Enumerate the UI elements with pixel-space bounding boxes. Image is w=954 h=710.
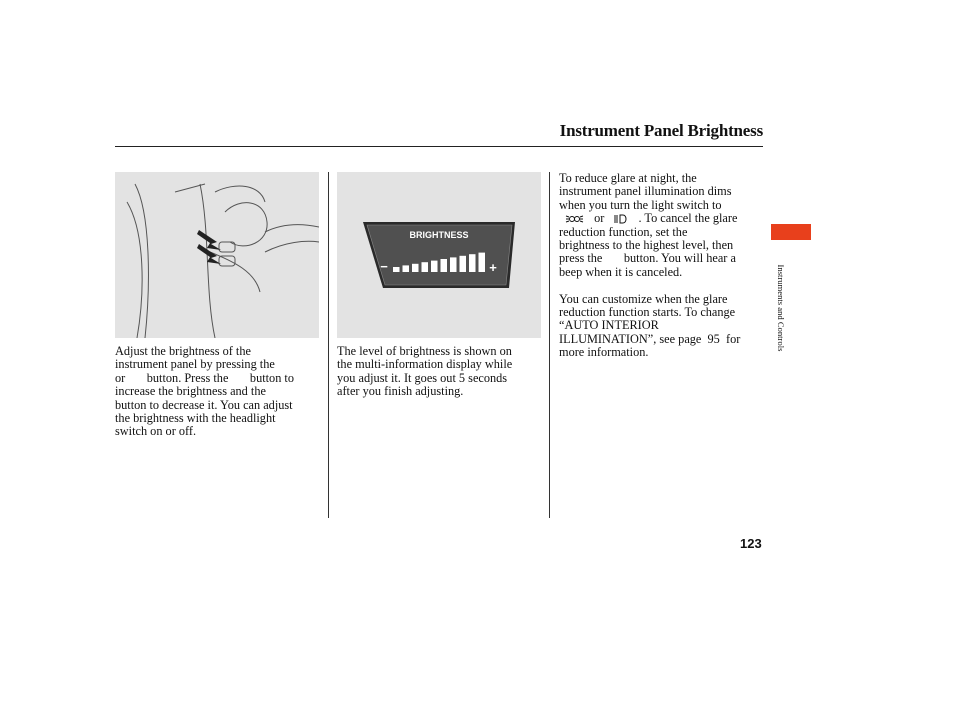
or-word: or: [594, 211, 605, 226]
text-line: increase the brightness and the: [115, 384, 266, 399]
display-label: BRIGHTNESS: [409, 230, 469, 240]
page-number: 123: [740, 536, 762, 551]
brightness-display: [337, 172, 541, 338]
section-label-wrap: [776, 245, 788, 375]
level-bar: [469, 254, 476, 272]
text-line: instrument panel by pressing the: [115, 357, 275, 372]
text-line: the brightness with the headlight: [115, 411, 276, 426]
text-line: ILLUMINATION”, see page 95 for: [559, 331, 741, 346]
text-line: reduction function starts. To change: [559, 305, 736, 320]
minus-sign: −: [380, 259, 388, 274]
plus-sign: +: [489, 260, 497, 275]
text-line: brightness to the highest level, then: [559, 238, 734, 253]
level-bar: [431, 261, 438, 272]
dashboard-illustration: [115, 172, 319, 338]
text-line: more information.: [559, 345, 649, 360]
text-line: instrument panel illumination dims: [559, 184, 732, 199]
text-line: you adjust it. It goes out 5 seconds: [337, 370, 508, 385]
text-line: press the button. You will hear a: [559, 251, 736, 266]
text-line: beep when it is canceled.: [559, 264, 683, 279]
level-bar: [412, 264, 419, 272]
column-divider-1: [328, 172, 329, 518]
title-rule: [115, 146, 763, 147]
text-line: when you turn the light switch to: [559, 197, 722, 212]
column1-text: [115, 345, 320, 439]
paragraph-gap: [559, 279, 764, 292]
level-bar: [479, 253, 486, 272]
column-divider-2: [549, 172, 550, 518]
text-line: button to decrease it. You can adjust: [115, 397, 293, 412]
level-bar: [422, 262, 429, 272]
text-line: reduction function, set the: [559, 224, 688, 239]
text-line: [559, 212, 764, 225]
text-line: “AUTO INTERIOR: [559, 318, 659, 333]
parking-lights-icon: [565, 214, 585, 224]
text-line: You can customize when the glare: [559, 291, 728, 306]
text-line: after you finish adjusting.: [337, 384, 464, 399]
text-line: Adjust the brightness of the: [115, 344, 251, 358]
section-tab: [771, 224, 811, 240]
level-bar: [460, 256, 467, 272]
text-line: the multi-information display while: [337, 357, 513, 372]
column3-text: [559, 172, 764, 360]
text-line: or button. Press the button to: [115, 370, 294, 385]
level-bar: [450, 257, 457, 272]
headlights-icon: [613, 214, 629, 224]
text-line: The level of brightness is shown on: [337, 344, 512, 358]
column2-text: [337, 345, 542, 399]
text-tail: . To cancel the glare: [638, 211, 738, 226]
level-bar: [441, 259, 448, 272]
text-line: To reduce glare at night, the: [559, 171, 697, 185]
level-bar: [393, 267, 400, 272]
page-title: Instrument Panel Brightness: [559, 121, 763, 140]
dashboard-drawing: [115, 172, 319, 338]
display-illustration: [337, 172, 541, 338]
section-label: Instruments and Controls: [776, 264, 786, 352]
text-line: switch on or off.: [115, 424, 197, 439]
level-bar: [403, 265, 410, 272]
